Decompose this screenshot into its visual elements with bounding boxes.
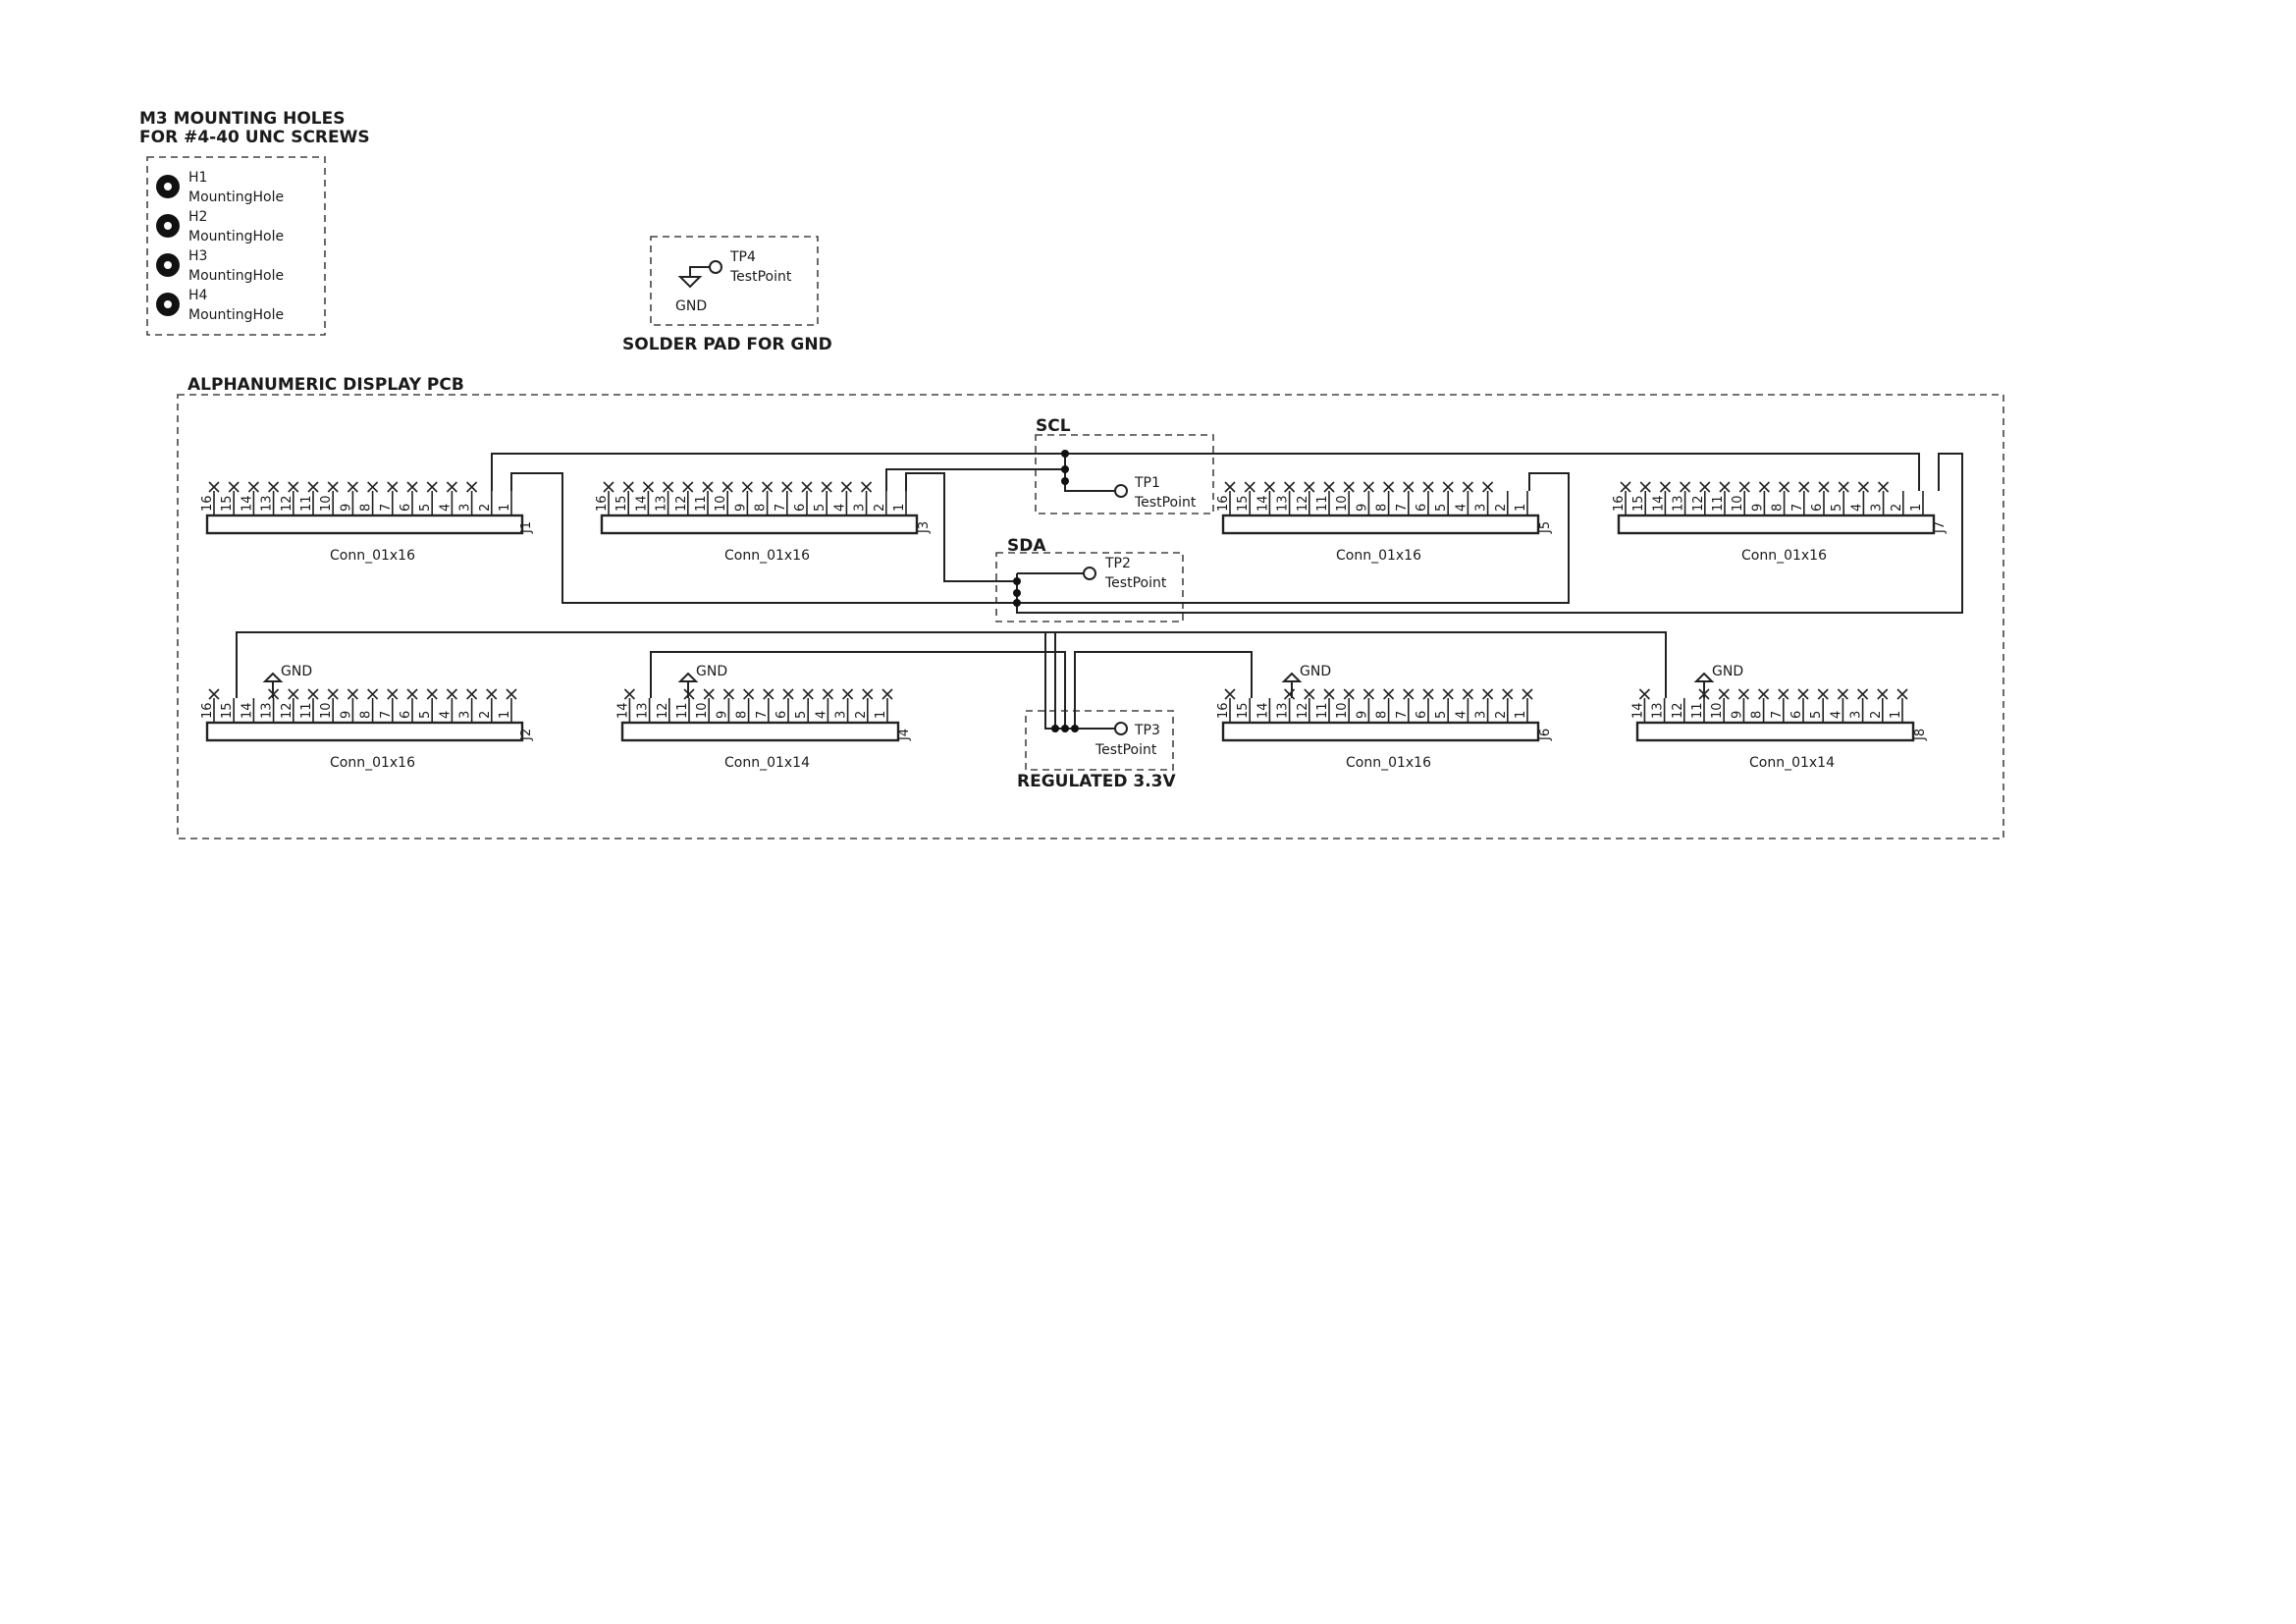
no-connect-icon bbox=[1384, 689, 1394, 699]
pin-number: 6 bbox=[1789, 710, 1804, 719]
pin-number: 7 bbox=[1789, 503, 1805, 512]
no-connect-icon bbox=[347, 482, 357, 492]
pin-number: 15 bbox=[1236, 495, 1252, 512]
connector-j8[interactable] bbox=[1630, 689, 1928, 771]
no-connect-icon bbox=[1483, 482, 1493, 492]
no-connect-icon bbox=[1780, 482, 1789, 492]
no-connect-icon bbox=[1344, 689, 1354, 699]
no-connect-icon bbox=[229, 482, 239, 492]
pin-number: 10 bbox=[695, 702, 711, 719]
pin-number: 9 bbox=[733, 503, 749, 512]
testpoint-value: TestPoint bbox=[1135, 495, 1197, 511]
no-connect-icon bbox=[664, 482, 673, 492]
no-connect-icon bbox=[209, 689, 219, 699]
pin-number: 13 bbox=[1275, 495, 1291, 512]
pin-number: 1 bbox=[1514, 503, 1528, 512]
no-connect-icon bbox=[467, 482, 477, 492]
mounting-hole-h4[interactable] bbox=[156, 288, 284, 323]
pin-number: 2 bbox=[1493, 503, 1509, 512]
pin-number: 12 bbox=[1690, 495, 1706, 512]
connector-j2[interactable] bbox=[200, 689, 534, 771]
no-connect-icon bbox=[1404, 689, 1414, 699]
pin-number: 10 bbox=[319, 495, 335, 512]
no-connect-icon bbox=[604, 482, 614, 492]
pin-number: 11 bbox=[1690, 702, 1705, 719]
pin-number: 8 bbox=[1374, 710, 1390, 719]
gnd-label: GND bbox=[281, 664, 313, 679]
pin-number: 8 bbox=[358, 710, 374, 719]
no-connect-icon bbox=[1503, 689, 1513, 699]
testpoint-tp1[interactable] bbox=[1115, 475, 1197, 511]
pin-number: 1 bbox=[892, 503, 907, 512]
pin-number: 11 bbox=[694, 495, 709, 512]
no-connect-icon bbox=[209, 482, 219, 492]
no-connect-icon bbox=[308, 689, 318, 699]
no-connect-icon bbox=[407, 689, 417, 699]
no-connect-icon bbox=[1324, 482, 1334, 492]
no-connect-icon bbox=[447, 482, 456, 492]
no-connect-icon bbox=[1739, 482, 1749, 492]
no-connect-icon bbox=[841, 482, 851, 492]
no-connect-icon bbox=[862, 482, 872, 492]
pin-number: 1 bbox=[498, 503, 512, 512]
pin-number: 12 bbox=[655, 702, 670, 719]
no-connect-icon bbox=[1245, 482, 1255, 492]
pin-number: 14 bbox=[1255, 495, 1271, 512]
connector-ref: J7 bbox=[1933, 520, 1948, 533]
pin-number: 14 bbox=[1651, 495, 1667, 512]
no-connect-icon bbox=[328, 689, 338, 699]
no-connect-icon bbox=[427, 482, 437, 492]
no-connect-icon bbox=[1305, 689, 1314, 699]
v33-label: REGULATED 3.3V bbox=[1017, 772, 1176, 791]
pin-number: 3 bbox=[1848, 710, 1864, 719]
pin-number: 13 bbox=[1650, 702, 1666, 719]
pin-number: 5 bbox=[813, 503, 828, 512]
connector-value: Conn_01x16 bbox=[1346, 755, 1432, 771]
pin-number: 6 bbox=[1810, 503, 1825, 512]
no-connect-icon bbox=[1719, 689, 1729, 699]
v33-box bbox=[1026, 711, 1173, 770]
testpoint-ref: TP2 bbox=[1105, 556, 1131, 571]
hole-ref: H4 bbox=[188, 288, 208, 303]
pin-number: 6 bbox=[774, 710, 789, 719]
no-connect-icon bbox=[1858, 689, 1868, 699]
pin-number: 15 bbox=[220, 495, 236, 512]
pin-number: 6 bbox=[1415, 503, 1429, 512]
pin-number: 13 bbox=[259, 495, 275, 512]
pin-number: 8 bbox=[1749, 710, 1765, 719]
connector-ref: J6 bbox=[1538, 728, 1553, 740]
scl-tp-wire bbox=[1065, 454, 1115, 491]
no-connect-icon bbox=[289, 482, 298, 492]
pin-number: 14 bbox=[240, 495, 255, 512]
no-connect-icon bbox=[1858, 482, 1868, 492]
no-connect-icon bbox=[783, 689, 793, 699]
pin-number: 5 bbox=[418, 503, 434, 512]
ground-symbol-icon bbox=[680, 277, 700, 287]
connector-ref: J8 bbox=[1913, 728, 1928, 740]
no-connect-icon bbox=[1720, 482, 1730, 492]
pin-number: 9 bbox=[1730, 710, 1745, 719]
hole-value: MountingHole bbox=[188, 268, 285, 284]
pin-number: 5 bbox=[1434, 503, 1450, 512]
no-connect-icon bbox=[624, 689, 634, 699]
connector-value: Conn_01x14 bbox=[1749, 755, 1836, 771]
pin-number: 3 bbox=[457, 503, 473, 512]
pin-number: 1 bbox=[1889, 710, 1903, 719]
no-connect-icon bbox=[368, 482, 378, 492]
pin-number: 3 bbox=[457, 710, 473, 719]
no-connect-icon bbox=[763, 482, 773, 492]
no-connect-icon bbox=[1738, 689, 1748, 699]
no-connect-icon bbox=[643, 482, 653, 492]
connector-ref: J3 bbox=[917, 520, 932, 533]
mounting-title-line2: FOR #4-40 UNC SCREWS bbox=[139, 128, 370, 147]
no-connect-icon bbox=[1384, 482, 1394, 492]
pin-number: 7 bbox=[1394, 710, 1410, 719]
no-connect-icon bbox=[1878, 689, 1888, 699]
mounting-hole-h3[interactable] bbox=[156, 248, 284, 284]
mounting-hole-h2[interactable] bbox=[156, 209, 284, 244]
hole-value: MountingHole bbox=[188, 189, 285, 205]
pin-number: 1 bbox=[1909, 503, 1924, 512]
pin-number: 10 bbox=[1335, 702, 1351, 719]
hole-ref: H3 bbox=[188, 248, 208, 264]
no-connect-icon bbox=[427, 689, 437, 699]
testpoint-value: TestPoint bbox=[1095, 742, 1157, 758]
no-connect-icon bbox=[347, 689, 357, 699]
pin-number: 3 bbox=[1473, 503, 1489, 512]
connector-value: Conn_01x16 bbox=[724, 548, 811, 564]
no-connect-icon bbox=[507, 689, 516, 699]
pin-number: 14 bbox=[634, 495, 650, 512]
pin-number: 2 bbox=[1493, 710, 1509, 719]
pin-number: 13 bbox=[635, 702, 651, 719]
pin-number: 5 bbox=[418, 710, 434, 719]
no-connect-icon bbox=[447, 689, 456, 699]
pin-number: 4 bbox=[1454, 710, 1469, 719]
pin-number: 9 bbox=[1355, 710, 1370, 719]
pin-number: 4 bbox=[1849, 503, 1865, 512]
pin-number: 9 bbox=[1355, 503, 1370, 512]
no-connect-icon bbox=[782, 482, 792, 492]
no-connect-icon bbox=[1404, 482, 1414, 492]
pin-number: 16 bbox=[200, 495, 215, 512]
pin-number: 8 bbox=[1374, 503, 1390, 512]
hole-ref: H2 bbox=[188, 209, 208, 225]
no-connect-icon bbox=[822, 482, 831, 492]
no-connect-icon bbox=[1285, 689, 1295, 699]
pin-number: 4 bbox=[438, 503, 454, 512]
connector-ref: J2 bbox=[519, 728, 534, 740]
pin-number: 12 bbox=[673, 495, 689, 512]
connector-j5[interactable] bbox=[1216, 482, 1553, 564]
pin-number: 11 bbox=[1315, 702, 1330, 719]
pin-number: 12 bbox=[1295, 702, 1310, 719]
pin-number: 2 bbox=[1889, 503, 1904, 512]
no-connect-icon bbox=[467, 689, 477, 699]
no-connect-icon bbox=[1522, 689, 1532, 699]
no-connect-icon bbox=[248, 482, 258, 492]
pin-number: 11 bbox=[1711, 495, 1726, 512]
testpoint-icon bbox=[1115, 723, 1127, 734]
pin-number: 14 bbox=[615, 702, 631, 719]
no-connect-icon bbox=[1264, 482, 1274, 492]
pin-number: 10 bbox=[319, 702, 335, 719]
hole-value: MountingHole bbox=[188, 229, 285, 244]
mounting-title-line1: M3 MOUNTING HOLES bbox=[139, 109, 346, 129]
no-connect-icon bbox=[308, 482, 318, 492]
no-connect-icon bbox=[1700, 482, 1710, 492]
mounting-hole-h1[interactable] bbox=[156, 170, 284, 205]
no-connect-icon bbox=[1463, 689, 1472, 699]
hole-value: MountingHole bbox=[188, 307, 285, 323]
pin-number: 2 bbox=[477, 503, 493, 512]
connector-value: Conn_01x16 bbox=[330, 755, 416, 771]
testpoint-icon bbox=[1084, 568, 1095, 579]
pin-number: 16 bbox=[1216, 495, 1231, 512]
no-connect-icon bbox=[1838, 689, 1847, 699]
gnd-net-label: GND bbox=[675, 298, 708, 314]
connector-ref: J4 bbox=[897, 728, 912, 740]
connector-value: Conn_01x14 bbox=[724, 755, 811, 771]
no-connect-icon bbox=[388, 482, 398, 492]
pin-number: 4 bbox=[438, 710, 454, 719]
pin-number: 12 bbox=[279, 702, 294, 719]
pin-number: 16 bbox=[200, 702, 215, 719]
no-connect-icon bbox=[863, 689, 873, 699]
pin-number: 6 bbox=[399, 710, 413, 719]
testpoint-icon bbox=[1115, 485, 1127, 497]
no-connect-icon bbox=[289, 689, 298, 699]
no-connect-icon bbox=[1305, 482, 1314, 492]
pin-number: 11 bbox=[299, 702, 314, 719]
no-connect-icon bbox=[1818, 689, 1828, 699]
no-connect-icon bbox=[1779, 689, 1789, 699]
pin-number: 15 bbox=[1631, 495, 1647, 512]
no-connect-icon bbox=[1839, 482, 1848, 492]
no-connect-icon bbox=[1639, 689, 1649, 699]
pin-number: 5 bbox=[1434, 710, 1450, 719]
pin-number: 15 bbox=[614, 495, 630, 512]
pin-number: 15 bbox=[1236, 702, 1252, 719]
pin-number: 6 bbox=[1415, 710, 1429, 719]
pin-number: 12 bbox=[279, 495, 294, 512]
no-connect-icon bbox=[487, 689, 497, 699]
no-connect-icon bbox=[723, 689, 733, 699]
testpoint-tp4[interactable] bbox=[675, 249, 792, 314]
no-connect-icon bbox=[744, 689, 754, 699]
pin-number: 1 bbox=[498, 710, 512, 719]
no-connect-icon bbox=[1324, 689, 1334, 699]
connector-j6[interactable] bbox=[1216, 689, 1553, 771]
no-connect-icon bbox=[388, 689, 398, 699]
testpoint-value: TestPoint bbox=[1105, 575, 1167, 591]
gnd-pad-caption: SOLDER PAD FOR GND bbox=[622, 335, 832, 354]
connector-ref: J5 bbox=[1538, 520, 1553, 533]
gnd-label: GND bbox=[696, 664, 728, 679]
pin-number: 9 bbox=[715, 710, 730, 719]
no-connect-icon bbox=[803, 689, 813, 699]
no-connect-icon bbox=[1759, 482, 1769, 492]
pin-number: 2 bbox=[1868, 710, 1884, 719]
connector-j7[interactable] bbox=[1612, 482, 1948, 564]
pin-number: 11 bbox=[675, 702, 690, 719]
no-connect-icon bbox=[328, 482, 338, 492]
pin-number: 5 bbox=[794, 710, 810, 719]
pin-number: 1 bbox=[1514, 710, 1528, 719]
pin-number: 6 bbox=[399, 503, 413, 512]
testpoint-value: TestPoint bbox=[730, 269, 792, 285]
no-connect-icon bbox=[742, 482, 752, 492]
connector-j4[interactable] bbox=[615, 689, 912, 771]
testpoint-icon bbox=[710, 261, 721, 273]
pin-number: 10 bbox=[714, 495, 729, 512]
pin-number: 14 bbox=[1630, 702, 1646, 719]
no-connect-icon bbox=[1879, 482, 1889, 492]
testpoint-ref: TP4 bbox=[730, 249, 756, 265]
no-connect-icon bbox=[407, 482, 417, 492]
pin-number: 11 bbox=[1315, 495, 1330, 512]
pin-number: 13 bbox=[654, 495, 669, 512]
pin-number: 10 bbox=[1335, 495, 1351, 512]
pin-number: 14 bbox=[1255, 702, 1271, 719]
pin-number: 11 bbox=[299, 495, 314, 512]
pin-number: 16 bbox=[595, 495, 610, 512]
no-connect-icon bbox=[1363, 482, 1373, 492]
no-connect-icon bbox=[1681, 482, 1690, 492]
pin-number: 7 bbox=[1394, 503, 1410, 512]
no-connect-icon bbox=[1640, 482, 1650, 492]
no-connect-icon bbox=[368, 689, 378, 699]
no-connect-icon bbox=[1819, 482, 1829, 492]
pin-number: 2 bbox=[477, 710, 493, 719]
pin-number: 6 bbox=[793, 503, 808, 512]
connector-j3[interactable] bbox=[595, 482, 932, 564]
no-connect-icon bbox=[722, 482, 732, 492]
pin-number: 3 bbox=[1473, 710, 1489, 719]
no-connect-icon bbox=[823, 689, 832, 699]
no-connect-icon bbox=[703, 482, 713, 492]
no-connect-icon bbox=[1798, 689, 1808, 699]
pin-number: 13 bbox=[1275, 702, 1291, 719]
pin-number: 15 bbox=[220, 702, 236, 719]
no-connect-icon bbox=[1660, 482, 1670, 492]
ground-symbol-icon bbox=[1284, 674, 1300, 698]
connector-value: Conn_01x16 bbox=[1741, 548, 1828, 564]
connector-ref: J1 bbox=[519, 520, 534, 533]
no-connect-icon bbox=[683, 482, 693, 492]
no-connect-icon bbox=[843, 689, 853, 699]
pin-number: 7 bbox=[378, 503, 394, 512]
pin-number: 10 bbox=[1710, 702, 1726, 719]
pin-number: 2 bbox=[853, 710, 869, 719]
pin-number: 3 bbox=[833, 710, 849, 719]
pin-number: 3 bbox=[1869, 503, 1885, 512]
pin-number: 9 bbox=[1750, 503, 1766, 512]
pin-number: 4 bbox=[832, 503, 848, 512]
no-connect-icon bbox=[764, 689, 774, 699]
no-connect-icon bbox=[1443, 482, 1453, 492]
pin-number: 8 bbox=[1770, 503, 1786, 512]
no-connect-icon bbox=[1443, 689, 1453, 699]
no-connect-icon bbox=[704, 689, 714, 699]
pin-number: 16 bbox=[1216, 702, 1231, 719]
connector-value: Conn_01x16 bbox=[330, 548, 416, 564]
pin-number: 9 bbox=[339, 710, 354, 719]
pin-number: 7 bbox=[1769, 710, 1785, 719]
pin-number: 7 bbox=[773, 503, 788, 512]
no-connect-icon bbox=[882, 689, 892, 699]
no-connect-icon bbox=[1897, 689, 1907, 699]
pin-number: 8 bbox=[734, 710, 750, 719]
pin-number: 1 bbox=[874, 710, 888, 719]
pin-number: 2 bbox=[872, 503, 887, 512]
sda-label: SDA bbox=[1007, 536, 1046, 556]
pin-number: 13 bbox=[1671, 495, 1686, 512]
pin-number: 7 bbox=[754, 710, 770, 719]
no-connect-icon bbox=[1423, 689, 1433, 699]
no-connect-icon bbox=[1799, 482, 1809, 492]
no-connect-icon bbox=[623, 482, 633, 492]
no-connect-icon bbox=[1759, 689, 1769, 699]
pcb-title: ALPHANUMERIC DISPLAY PCB bbox=[187, 375, 464, 395]
pin-number: 3 bbox=[852, 503, 868, 512]
pin-number: 12 bbox=[1670, 702, 1685, 719]
gnd-label: GND bbox=[1300, 664, 1332, 679]
pin-number: 8 bbox=[753, 503, 769, 512]
pin-number: 16 bbox=[1612, 495, 1627, 512]
scl-label: SCL bbox=[1036, 416, 1071, 436]
no-connect-icon bbox=[802, 482, 812, 492]
no-connect-icon bbox=[1285, 482, 1295, 492]
testpoint-ref: TP3 bbox=[1135, 723, 1160, 738]
no-connect-icon bbox=[1483, 689, 1493, 699]
no-connect-icon bbox=[1423, 482, 1433, 492]
pin-number: 4 bbox=[814, 710, 829, 719]
pin-number: 10 bbox=[1731, 495, 1746, 512]
pin-number: 12 bbox=[1295, 495, 1310, 512]
connector-value: Conn_01x16 bbox=[1336, 548, 1422, 564]
pin-number: 4 bbox=[1829, 710, 1844, 719]
pin-number: 7 bbox=[378, 710, 394, 719]
hole-ref: H1 bbox=[188, 170, 208, 186]
pin-number: 9 bbox=[339, 503, 354, 512]
no-connect-icon bbox=[1463, 482, 1472, 492]
pin-number: 14 bbox=[240, 702, 255, 719]
pin-number: 8 bbox=[358, 503, 374, 512]
no-connect-icon bbox=[1344, 482, 1354, 492]
no-connect-icon bbox=[269, 482, 279, 492]
testpoint-ref: TP1 bbox=[1135, 475, 1160, 491]
connector-j1[interactable] bbox=[200, 482, 534, 564]
testpoint-tp2[interactable] bbox=[1084, 556, 1167, 591]
pin-number: 5 bbox=[1809, 710, 1825, 719]
pin-number: 5 bbox=[1830, 503, 1845, 512]
pin-number: 4 bbox=[1454, 503, 1469, 512]
no-connect-icon bbox=[1225, 689, 1235, 699]
pin-number: 13 bbox=[259, 702, 275, 719]
no-connect-icon bbox=[1363, 689, 1373, 699]
no-connect-icon bbox=[1225, 482, 1235, 492]
no-connect-icon bbox=[1621, 482, 1630, 492]
gnd-label: GND bbox=[1712, 664, 1744, 679]
